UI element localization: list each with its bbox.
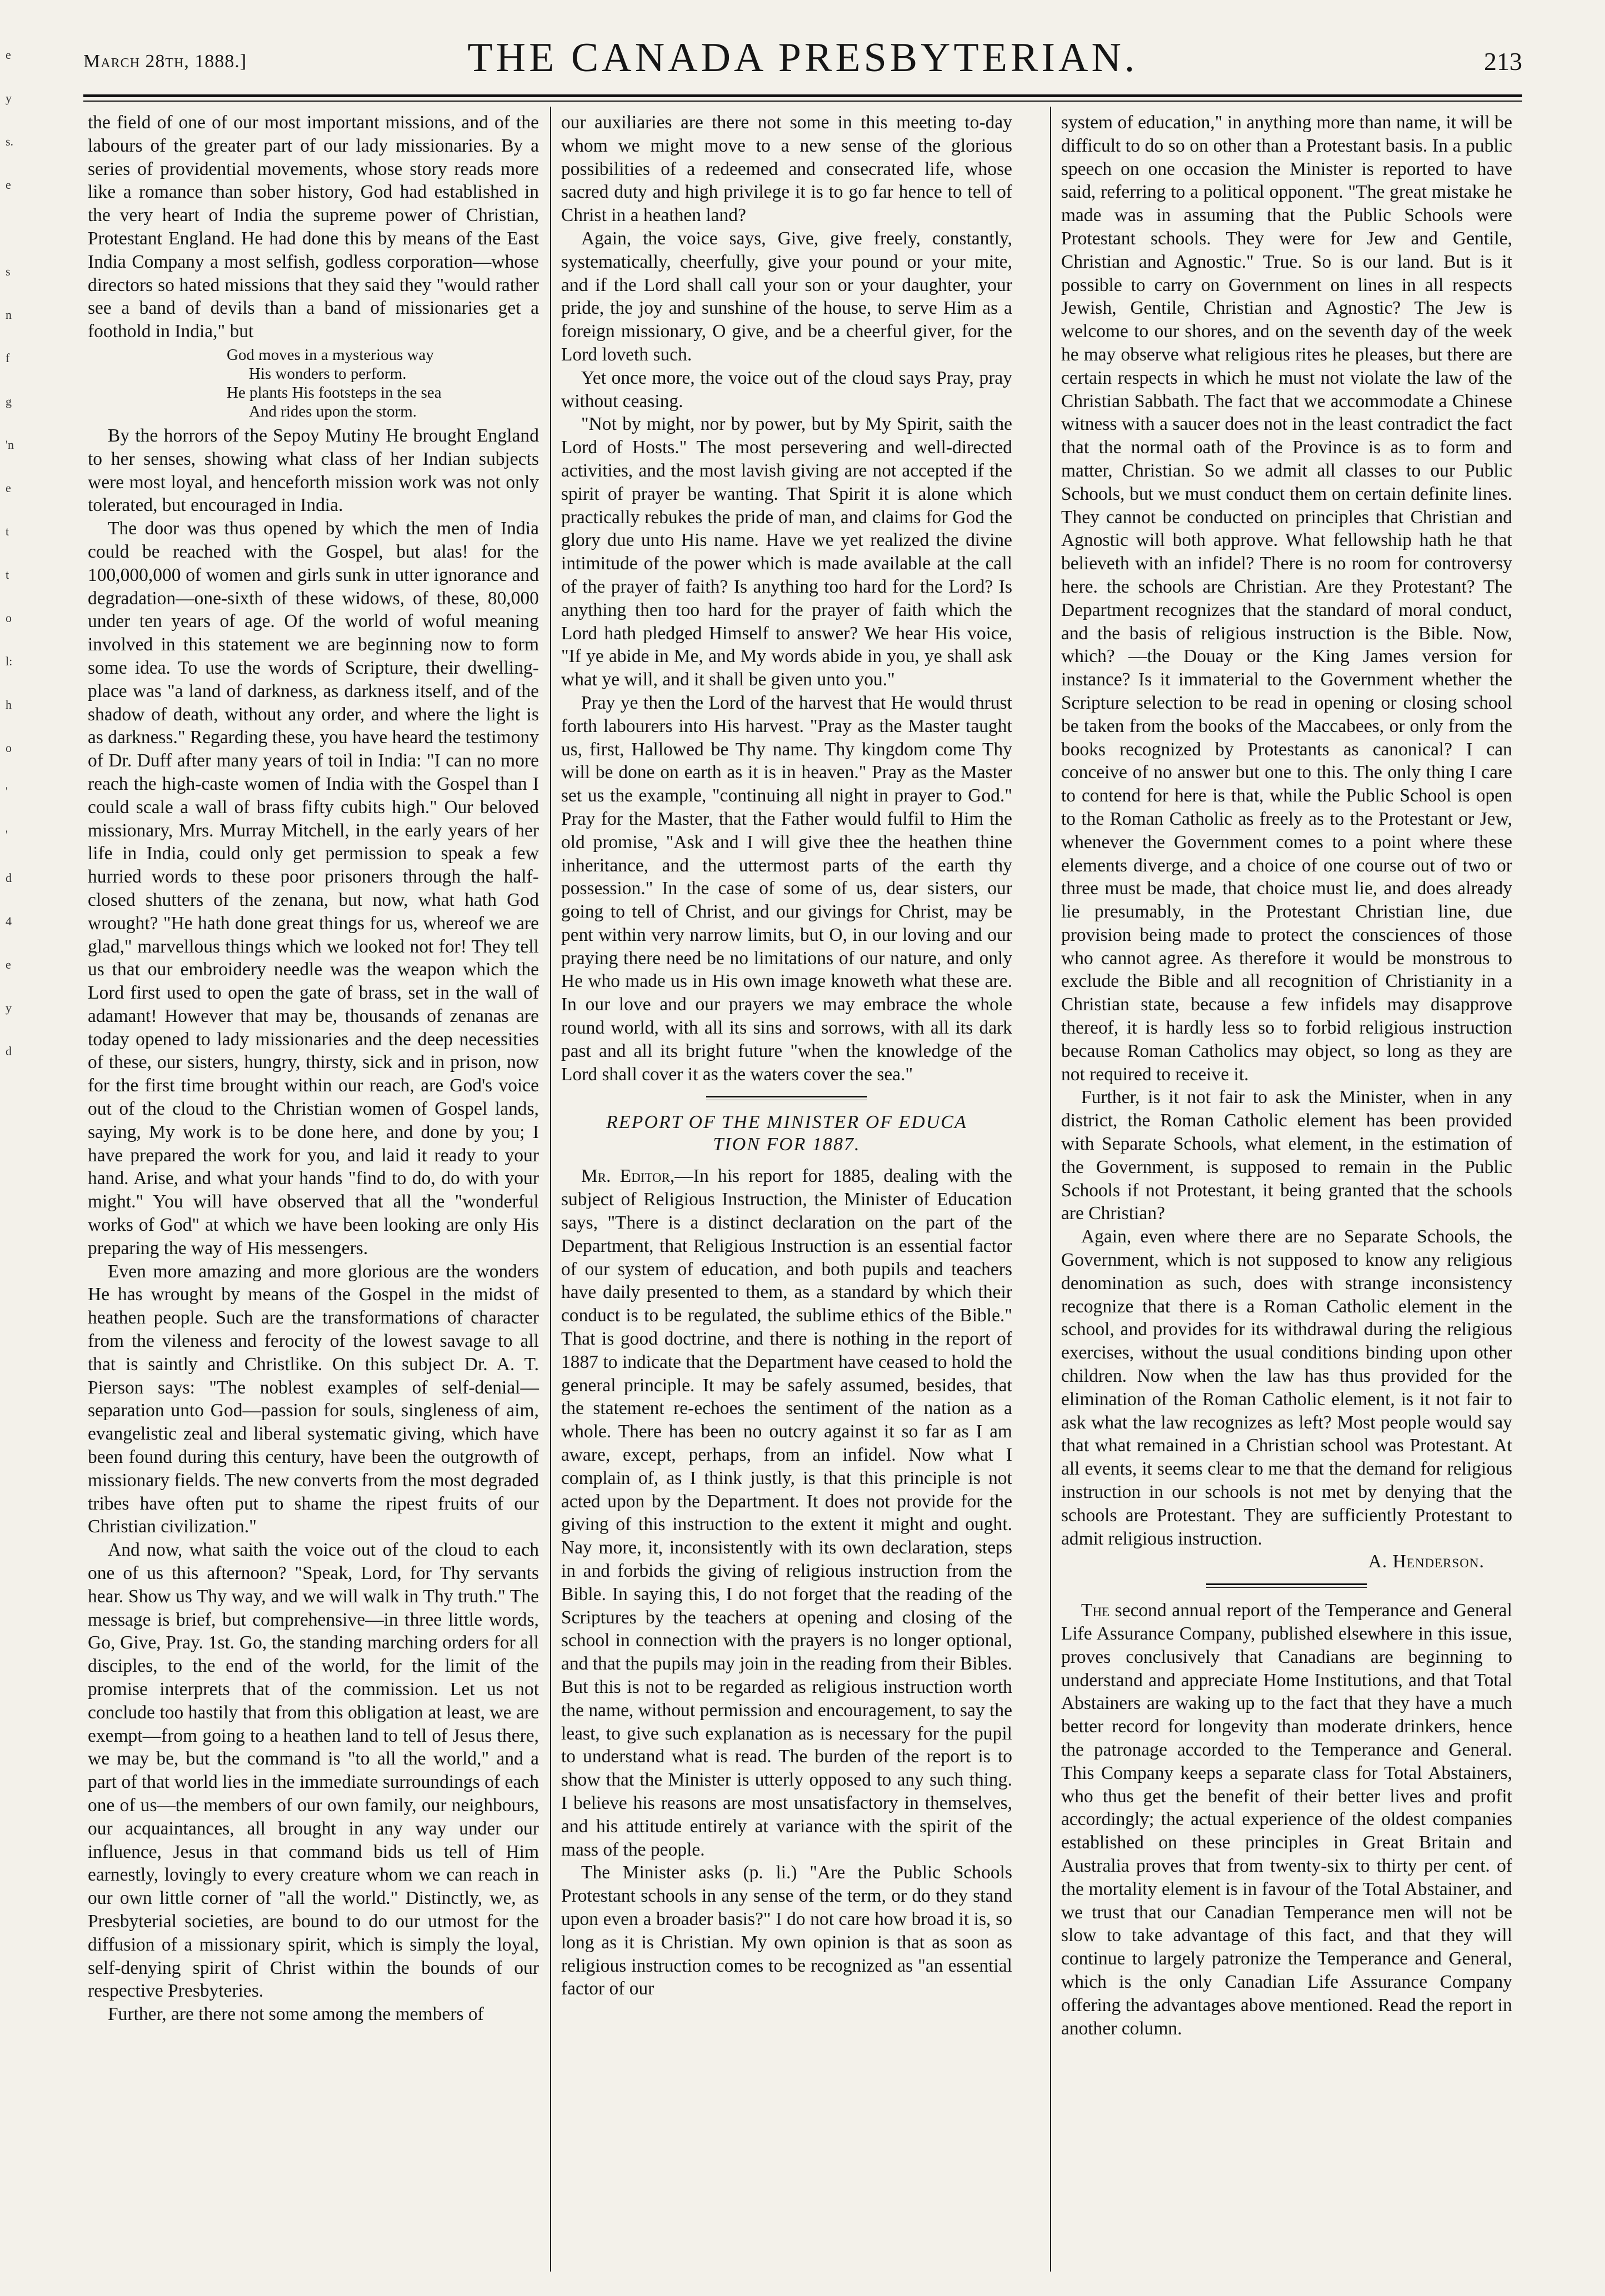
notice-paragraph [1061, 1599, 1512, 2040]
article-paragraph: the field of one of our most important missions, and of the labours of the greater part of our lady missionaries. By a series of providential movements, whose story reads more like a romance than sober history, God had established in the very heart of India the supreme power of Christian, Protestant England. He had done this by means of the East India Company a most selfish, godless corporation—whose directors so hated missions that they said they "would rather see a band of devils than a band of missionaries get a foothold in India," but [88, 112, 539, 342]
poem-line: His wonders to perform. [249, 364, 407, 383]
letter-paragraph: Again, even where there are no Separate Schools, the Government, which is not supposed to know any religious denomination as such, does with strange inconsistency recognize that there is a Roman Catholic element in the school, and provides for its withdrawal during the religious exercises, without the usual conditions binding upon other children. Now when the law has thus provided for the elimination of the Roman Catholic element, is it not fair to ask what the law recognizes as left? Most people would say that what remained in a Christian school was Protestant. At all events, it seems clear to me that the demand for religious instruction in our schools is not met by denying that the schools are Protestant. They are sufficiently Protestant to admit religious instruction. [1061, 1226, 1512, 1549]
article-paragraph: Again, the voice says, Give, give freely, constantly, systematically, cheerfully, give your pound or your mite, and if the Lord shall call your son or your daughter, your pride, the joy and sunshine of the house, to serve Him as a foreign missionary, O give, and be a cheerful giver, for the Lord loveth such. [561, 228, 1012, 365]
report-heading-line: TION FOR 1887. [713, 1134, 861, 1155]
notice-lead: The [1081, 1600, 1110, 1621]
header-rule-thick [83, 94, 1522, 97]
letter-paragraph [561, 1165, 1012, 1861]
article-paragraph: By the horrors of the Sepoy Mutiny He brought England to her senses, showing what class of her Indian subjects were most loyal, and henceforth mission work was not only tolerated, but encouraged in India. [88, 425, 539, 516]
article-paragraph: Even more amazing and more glorious are the wonders He has wrought by means of the Gospel in the midst of heathen people. Such are the transformations of character from the vileness and ferocity of the lowest savage to all that is saintly and Christlike. On this subject Dr. A. T. Pierson says: "The noblest examples of self-denial—separation unto God—passion for souls, singleness of aim, evangelistic zeal and liberal systematic giving, which have been found during this century, have been the outgrowth of missionary fields. The new converts from the most degraded tribes have often put to shame the ripest fruits of our Christian civilization." [88, 1261, 539, 1537]
column-2 [561, 111, 1012, 2001]
section-divider [706, 1096, 867, 1100]
report-heading-line: REPORT OF THE MINISTER OF EDUCA [606, 1112, 967, 1133]
masthead-title: THE CANADA PRESBYTERIAN. [467, 35, 1138, 81]
issue-date: March 28th, 1888.] [83, 51, 247, 72]
article-paragraph: Pray ye then the Lord of the harvest that He would thrust forth labourers into His harvest. "Pray as the Master taught us, first, Hallowed be Thy name. Thy kingdom come Thy will be done on earth as it is in heaven." Pray as the Master set us the example, "continuing all night in prayer to God." Pray for the Master, that the Father would fulfil to Him the old promise, "Ask and I will give thee the heathen thine inheritance, and the uttermost parts of the earth thy possession." In the case of some of us, dear sisters, our going to tell of Christ, and our givings for Christ, may be pent within very narrow limits, but O, in our loving and our praying there need be no limitations of our nature, and only He who made us in His own image knoweth what these are. In our love and our prayers we may embrace the whole round world, with all its sins and sorrows, with all its dark past and all its bright future "when the knowledge of the Lord shall cover it as the waters cover the sea." [561, 692, 1012, 1085]
salutation: Mr. Editor, [581, 1166, 675, 1187]
page-header [83, 34, 1522, 96]
article-paragraph: "Not by might, nor by power, but by My Spirit, saith the Lord of Hosts." The most persevering and well-directed activities, and the most lavish giving are not accepted if the spirit of prayer be wanting. That Spirit it is alone which practically rebukes the pride of man, and claims for God the glory due unto His name. Have we yet realized the divine intimitude of the power which is made available at the call of the prayer of faith? Is anything too hard for the Lord? Is anything then too hard for the prayer of faith which the Lord hath pledged Himself to answer? We hear His voice, "If ye abide in Me, and My words abide in you, ye shall ask what ye will, and it shall be given unto you." [561, 414, 1012, 690]
letter-paragraph: The Minister asks (p. li.) "Are the Public Schools Protestant schools in any sense of the term, or do they stand upon even a broader basis?" I do not care how broad it is, so long as it is Christian. My own opinion is that as soon as religious instruction comes to be recognized as "an essential factor of our [561, 1862, 1012, 1999]
article-paragraph: Further, are there not some among the members of [108, 2004, 484, 2025]
column-divider-1 [550, 107, 551, 2272]
column-divider-2 [1050, 107, 1051, 2272]
column-1 [88, 111, 539, 2026]
article-paragraph: The door was thus opened by which the men of India could be reached with the Gospel, but alas! for the 100,000,000 of women and girls sunk in utter ignorance and degradation—one-sixth of these widows, of these, 80,000 under ten years of age. Of the world of woful meaning involved in this statement we are beginning now to form some idea. To use the words of Scripture, their dwelling-place was "a land of darkness, as darkness itself, and of the shadow of death, without any order, and where the light is as darkness." Regarding these, you have heard the testimony of Dr. Duff after many years of toil in India: "I can no more reach the high-caste women of India with the Gospel than I could scale a wall of brass fifty cubits high." Our beloved missionary, Mrs. Murray Mitchell, in the early years of her life in India, could only get permission to speak a few hurried words to these poor prisoners through the half-closed shutters of the zenana, but now, what hath God wrought? "He hath done great things for us, whereof we are glad," marvellous things which we looked not for! They tell us that our embroidery needle was the weapon which the Lord first used to open the gate of brass, set in the wall of adamant! However that may be, thousands of zenanas are today opened to lady missionaries and the deep necessities of these, our sisters, hungry, thirsty, sick and in prison, now for the first time brought within our reach, are God's voice out of the cloud to the Christian women of Gospel lands, saying, My work is to be done here, and done by you; I have prepared the work for you, and laid it ready to your hand. Arise, and what your hands "find to do, do with your might." You will have observed that all the "wonderful works of God" at which we have been looking are only His preparing the way of His messengers. [88, 518, 539, 1259]
margin-marks: e y s. e s n f g 'n e t t o l: h o ' ' d 4 e y d [6, 48, 14, 1058]
letter-text: —In his report for 1885, dealing with the subject of Religious Instruction, the Minister of Education says, "There is a distinct declaration on the part of the Department, that Religious Instruction is an essential factor of our system of education, and both pupils and teachers have daily presented to them, as a standard by which their conduct is to be regulated, the sublime ethics of the Bible." That is good doctrine, and there is nothing in the report of 1887 to indicate that the Department have ceased to hold the general principle. It may be safely assumed, besides, that the statement re-echoes the sentiment of the nation as a whole. There has been no outcry against it so far as I am aware, except, perhaps, from an infidel. Now what I complain of, as I think justly, is that this principle is not acted upon by the Department. It does not provide for the giving of this instruction to the extent it might and ought. Nay more, it, inconsistently with its own declaration, steps in and forbids the giving of religious instruction from the Bible. In saying this, I do not forget that the reading of the Scriptures by the teachers at opening and closing of the school in connection with the prayers is no longer optional, and that the pupils may join in the reading from their Bibles. But this is not to be regarded as religious instruction worth the name, without permission and encouragement, to say the least, to give such explanation as is necessary for the pupil to understand what is read. The burden of the report is to show that the Minister is utterly opposed to any such thing. I believe his reasons are most unsatisfactory in themselves, and his attitude entirely at variance with the spirit of the mass of the people. [561, 1166, 1012, 1860]
poem-line: He plants His footsteps in the sea [227, 383, 442, 402]
hymn-quote [88, 345, 539, 421]
article-paragraph: And now, what saith the voice out of the cloud to each one of us this afternoon? "Speak, Lord, for Thy servants hear. Show us Thy way, and we will walk in Thy truth." The message is brief, but comprehensive—in three little words, Go, Give, Pray. 1st. Go, the standing marching orders for all disciples, to the end of the world, for the limit of the promise interprets that of the commission. Let us not conclude too hastily that from this obligation at least, we are exempt—from going to a heathen land to tell of Jesus there, we may be, but the command is "to all the world," and a part of that world lies in the immediate surroundings of each one of us—the members of our own family, our neighbours, our acquaintances, all brought in any way under our influence, Jesus in that command bids us tell of Him earnestly, lovingly to every creature whom we can reach in our own little corner of "all the world." Distinctly, we, as Presbyterial societies, are bound to do our utmost for the diffusion of a missionary spirit, which is simply the loyal, self-denying spirit of Christ within the bounds of our respective Presbyteries. [88, 1540, 539, 2002]
column-3 [1061, 111, 1512, 2040]
article-paragraph: our auxiliaries are there not some in this meeting to-day whom we might move to a new sense of the glorious possibilities of a redeemed and consecrated life, whose sacred duty and high privilege it is to go far hence to tell of Christ in a heathen land? [561, 112, 1012, 226]
header-rule-thin [83, 101, 1522, 102]
report-heading [561, 1111, 1012, 1156]
article-paragraph: Yet once more, the voice out of the cloud says Pray, pray without ceasing. [561, 367, 1012, 412]
notice-text: second annual report of the Temperance and General Life Assurance Company, published elsewhere in this issue, proves conclusively that Canadians are beginning to understand and appreciate Home Institutions, and that Total Abstainers are waking up to the fact that they have a much better record for longevity than moderate drinkers, hence the patronage accorded to the Temperance and General. This Company keeps a separate class for Total Abstainers, who thus get the benefit of their better lives and profit accordingly; the actual experience of the oldest companies established on these principles in Great Britain and Australia proves that from twenty-six to thirty per cent. of the mortality element is in favour of the Total Abstainer, and we trust that our Canadian Temperance men will not be slow to take advantage of this fact, and that they will continue to largely patronize the Temperance and General, which is the only Canadian Life Assurance Company offering the advantages above mentioned. Read the report in another column. [1061, 1600, 1512, 2039]
letter-signature: A. Henderson. [1368, 1551, 1484, 1572]
letter-paragraph: Further, is it not fair to ask the Minister, when in any district, the Roman Catholic element has been provided with Separate Schools, what element, in the estimation of the Government, is supposed to remain in the Public Schools if not Protestant, it being granted that the schools are Christian? [1061, 1087, 1512, 1224]
poem-line: And rides upon the storm. [249, 402, 417, 420]
page-number: 213 [1484, 47, 1522, 76]
section-divider [1206, 1583, 1367, 1588]
poem-line: God moves in a mysterious way [227, 345, 434, 364]
letter-paragraph: system of education," in anything more than name, it will be difficult to do so on other than a Protestant basis. In a public speech on one occasion the Minister is reported to have said, referring to a political opponent. "The great mistake he made was in assuming that the Public Schools were Protestant schools. They were for Jew and Gentile, Christian and Agnostic." True. So is our land. But is it possible to carry on Government on lines in all respects Jewish, Gentile, Christian and Agnostic? The Jew is welcome to our shores, and on the seventh day of the week he may observe what religious rites he pleases, but there are certain respects in which he must not violate the law of the Christian Sabbath. The fact that we accommodate a Chinese witness with a saucer does not in the least contradict the fact that the normal oath of the Province is as to form and matter, Christian. So we admit all classes to our Public Schools, but we must conduct them on certain definite lines. They cannot be conducted on principles that Christian and Agnostic will both approve. What fellowship hath he that believeth with an infidel? There is no room for controversy here. the schools are Christian. Are they Protestant? The Department recognizes that the standard of moral conduct, and the basis of religious instruction is the Bible. Now, which? —the Douay or the King James version for instance? Is it immaterial to the Government whether the Scripture selection to be read in opening or closing school be taken from the books of the Maccabees, or only from the books recognized by Protestants as canonical? I can conceive of no answer but one to this. The only thing I care to contend for here is that, while the Public School is open to the Roman Catholic as freely as to the Protestant or Jew, whenever the Government comes to a point where these elements diverge, and a choice of one course out of two or three must be made, that choice must lie, and does already lie presumably, in the Protestant Christian line, due provision being made to protect the consciences of those who cannot agree. As therefore it would be monstrous to exclude the Bible and all recognition of Christianity in a Christian state, because a few infidels may disapprove thereof, it is hardly less so to forbid religious instruction because Roman Catholics may object, so long as they are not required to receive it. [1061, 112, 1512, 1085]
